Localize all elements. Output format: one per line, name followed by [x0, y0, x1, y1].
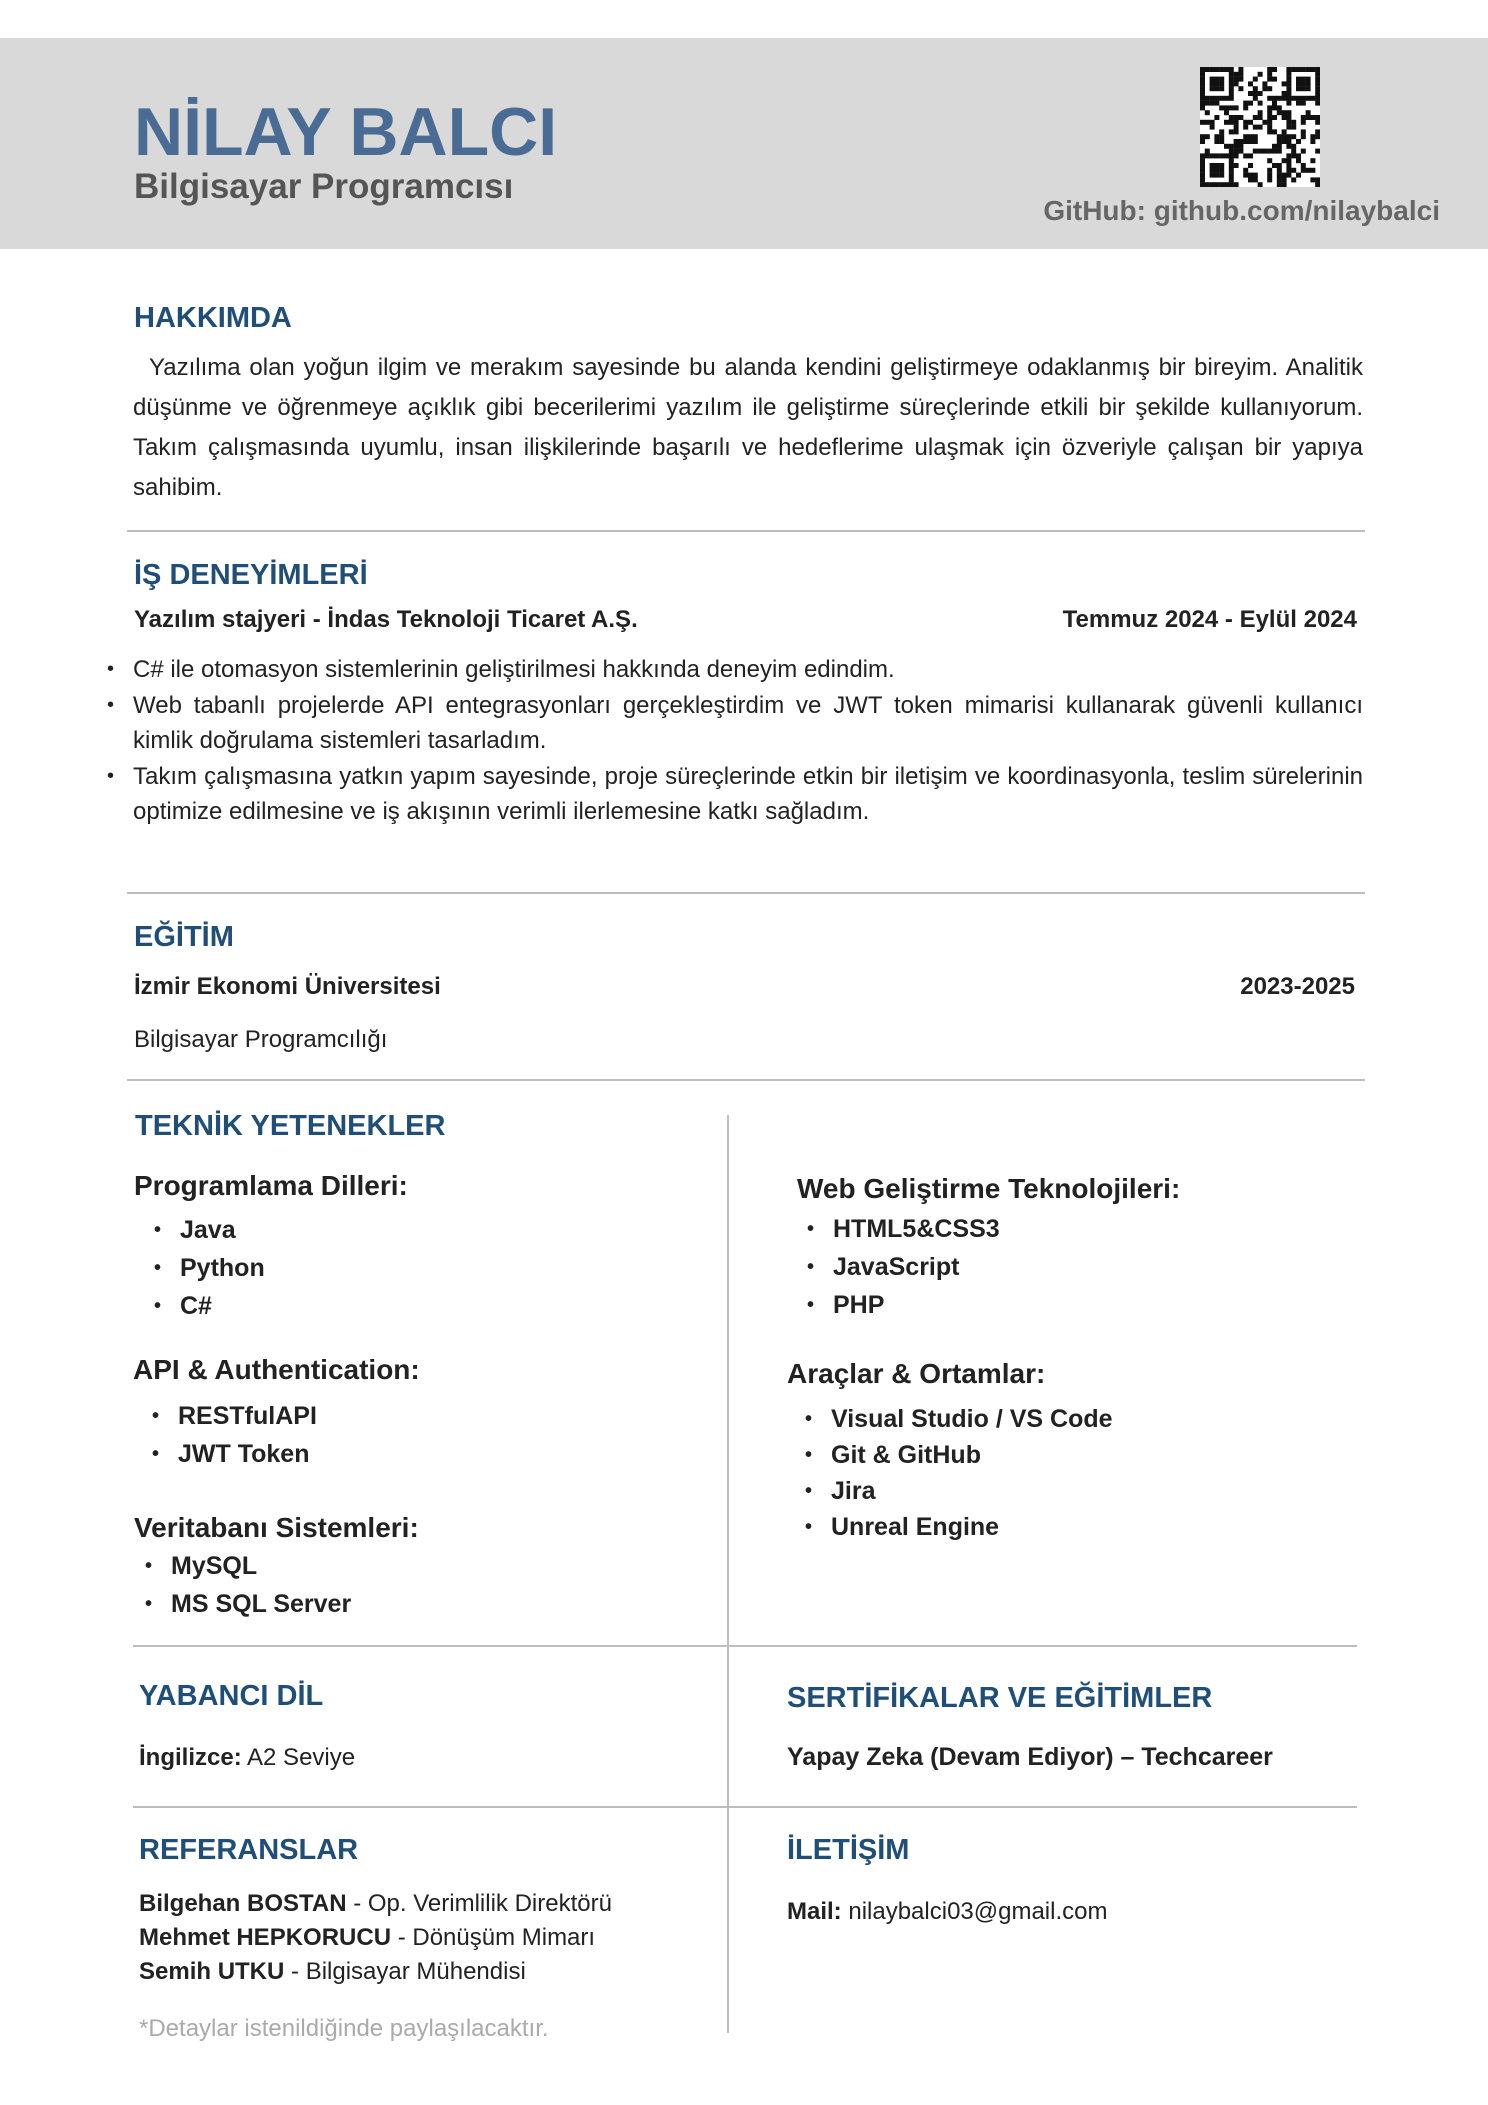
list-item: • PHP [807, 1286, 1000, 1324]
education-program: Bilgisayar Programcılığı [134, 1026, 388, 1053]
list-item: • C# [154, 1287, 265, 1325]
education-years: 2023-2025 [1240, 973, 1355, 1000]
list-item: • MySQL [145, 1547, 351, 1585]
about-heading: HAKKIMDA [134, 302, 292, 334]
about-text: Yazılıma olan yoğun ilgim ve merakım sayesinde bu alanda kendini geliştirmeye odaklanmış bir bireyim. Analitik düşünme ve öğrenmeye açıklık gibi becerilerimi yazılım ile geliştirme süreçlerinde etkili bir şekilde kullanıyorum. Takım çalışmasında uyumlu, insan ilişkilerinde başarılı ve hedeflerime ulaşmak için özveriyle çalışan bir yapıya sahibim. [133, 354, 1363, 501]
skill-list-web [807, 1210, 1000, 1324]
list-item: • Git & GitHub [805, 1437, 1113, 1473]
list-item: • JavaScript [807, 1248, 1000, 1286]
list-item: • JWT Token [152, 1435, 317, 1473]
reference-name: Bilgehan BOSTAN [139, 1890, 347, 1917]
list-item: • Unreal Engine [805, 1509, 1113, 1545]
list-item: • HTML5&CSS3 [807, 1210, 1000, 1248]
candidate-title: Bilgisayar Programcısı [134, 167, 514, 206]
experience-dates: Temmuz 2024 - Eylül 2024 [1062, 606, 1357, 633]
divider [127, 892, 1365, 894]
github-link[interactable]: GitHub: github.com/nilaybalci [1043, 195, 1440, 226]
divider [127, 1079, 1365, 1081]
language-row [139, 1738, 355, 1778]
experience-heading: İŞ DENEYİMLERİ [134, 559, 368, 591]
list-item: • RESTfulAPI [152, 1397, 317, 1435]
divider [127, 530, 1365, 532]
language-level: A2 Seviye [247, 1744, 356, 1771]
certificate-item: Yapay Zeka (Devam Ediyor) – Techcareer [787, 1743, 1273, 1771]
list-item: • C# ile otomasyon sistemlerinin geliştirilmesi hakkında deneyim edindim. [133, 652, 1363, 687]
column-divider [727, 1115, 729, 2033]
skill-list-databases [145, 1547, 351, 1623]
education-school: İzmir Ekonomi Üniversitesi [134, 973, 441, 1000]
reference-item [139, 1887, 612, 1921]
reference-role: - Dönüşüm Mimarı [391, 1924, 596, 1951]
skill-group-title: API & Authentication: [133, 1354, 420, 1385]
skill-group-title: Web Geliştirme Teknolojileri: [797, 1173, 1181, 1204]
reference-item [139, 1955, 612, 1989]
list-item: • Web tabanlı projelerde API entegrasyonları gerçekleştirdim ve JWT token mimarisi kullanarak güvenli kullanıcı kimlik doğrulama sistemleri tasarladım. [133, 688, 1363, 758]
contact-row [787, 1892, 1107, 1932]
reference-item [139, 1921, 612, 1955]
language-label: İngilizce: [139, 1744, 242, 1771]
contact-email[interactable]: nilaybalci03@gmail.com [848, 1898, 1108, 1925]
reference-role: - Bilgisayar Mühendisi [284, 1958, 526, 1985]
contact-label: Mail: [787, 1898, 842, 1925]
references-heading: REFERANSLAR [139, 1834, 359, 1866]
candidate-name: NİLAY BALCI [134, 94, 558, 170]
list-item: • Python [154, 1249, 265, 1287]
contact-heading: İLETİŞİM [787, 1834, 910, 1866]
skill-list-tools [805, 1401, 1113, 1545]
skill-list-api [152, 1397, 317, 1473]
experience-role: Yazılım stajyeri - İndas Teknoloji Ticaret A.Ş. [134, 606, 638, 633]
certificates-heading: SERTİFİKALAR VE EĞİTİMLER [787, 1682, 1213, 1714]
skill-group-title: Araçlar & Ortamlar: [787, 1358, 1046, 1389]
divider [133, 1806, 1357, 1808]
references-list [139, 1887, 612, 1989]
list-item: • Java [154, 1211, 265, 1249]
skill-list-languages [154, 1211, 265, 1325]
divider [133, 1645, 1357, 1647]
list-item: • Visual Studio / VS Code [805, 1401, 1113, 1437]
reference-name: Mehmet HEPKORUCU [139, 1924, 392, 1951]
list-item: • Jira [805, 1473, 1113, 1509]
skills-heading: TEKNİK YETENEKLER [135, 1110, 446, 1142]
list-item: • MS SQL Server [145, 1585, 351, 1623]
skill-group-title: Veritabanı Sistemleri: [134, 1512, 419, 1543]
skill-group-title: Programlama Dilleri: [134, 1170, 408, 1201]
qr-code-icon [1200, 67, 1320, 187]
list-item: • Takım çalışmasına yatkın yapım sayesinde, proje süreçlerinde etkin bir iletişim ve koordinasyonla, teslim sürelerinin optimize edilmesine ve iş akışının verimli ilerlemesine katkı sağladım. [133, 759, 1363, 829]
reference-name: Semih UTKU [139, 1958, 285, 1985]
language-heading: YABANCI DİL [139, 1680, 324, 1712]
education-heading: EĞİTİM [134, 921, 234, 953]
references-note: *Detaylar istenildiğinde paylaşılacaktır. [139, 2015, 549, 2042]
experience-bullets [133, 652, 1363, 830]
reference-role: - Op. Verimlilik Direktörü [346, 1890, 612, 1917]
